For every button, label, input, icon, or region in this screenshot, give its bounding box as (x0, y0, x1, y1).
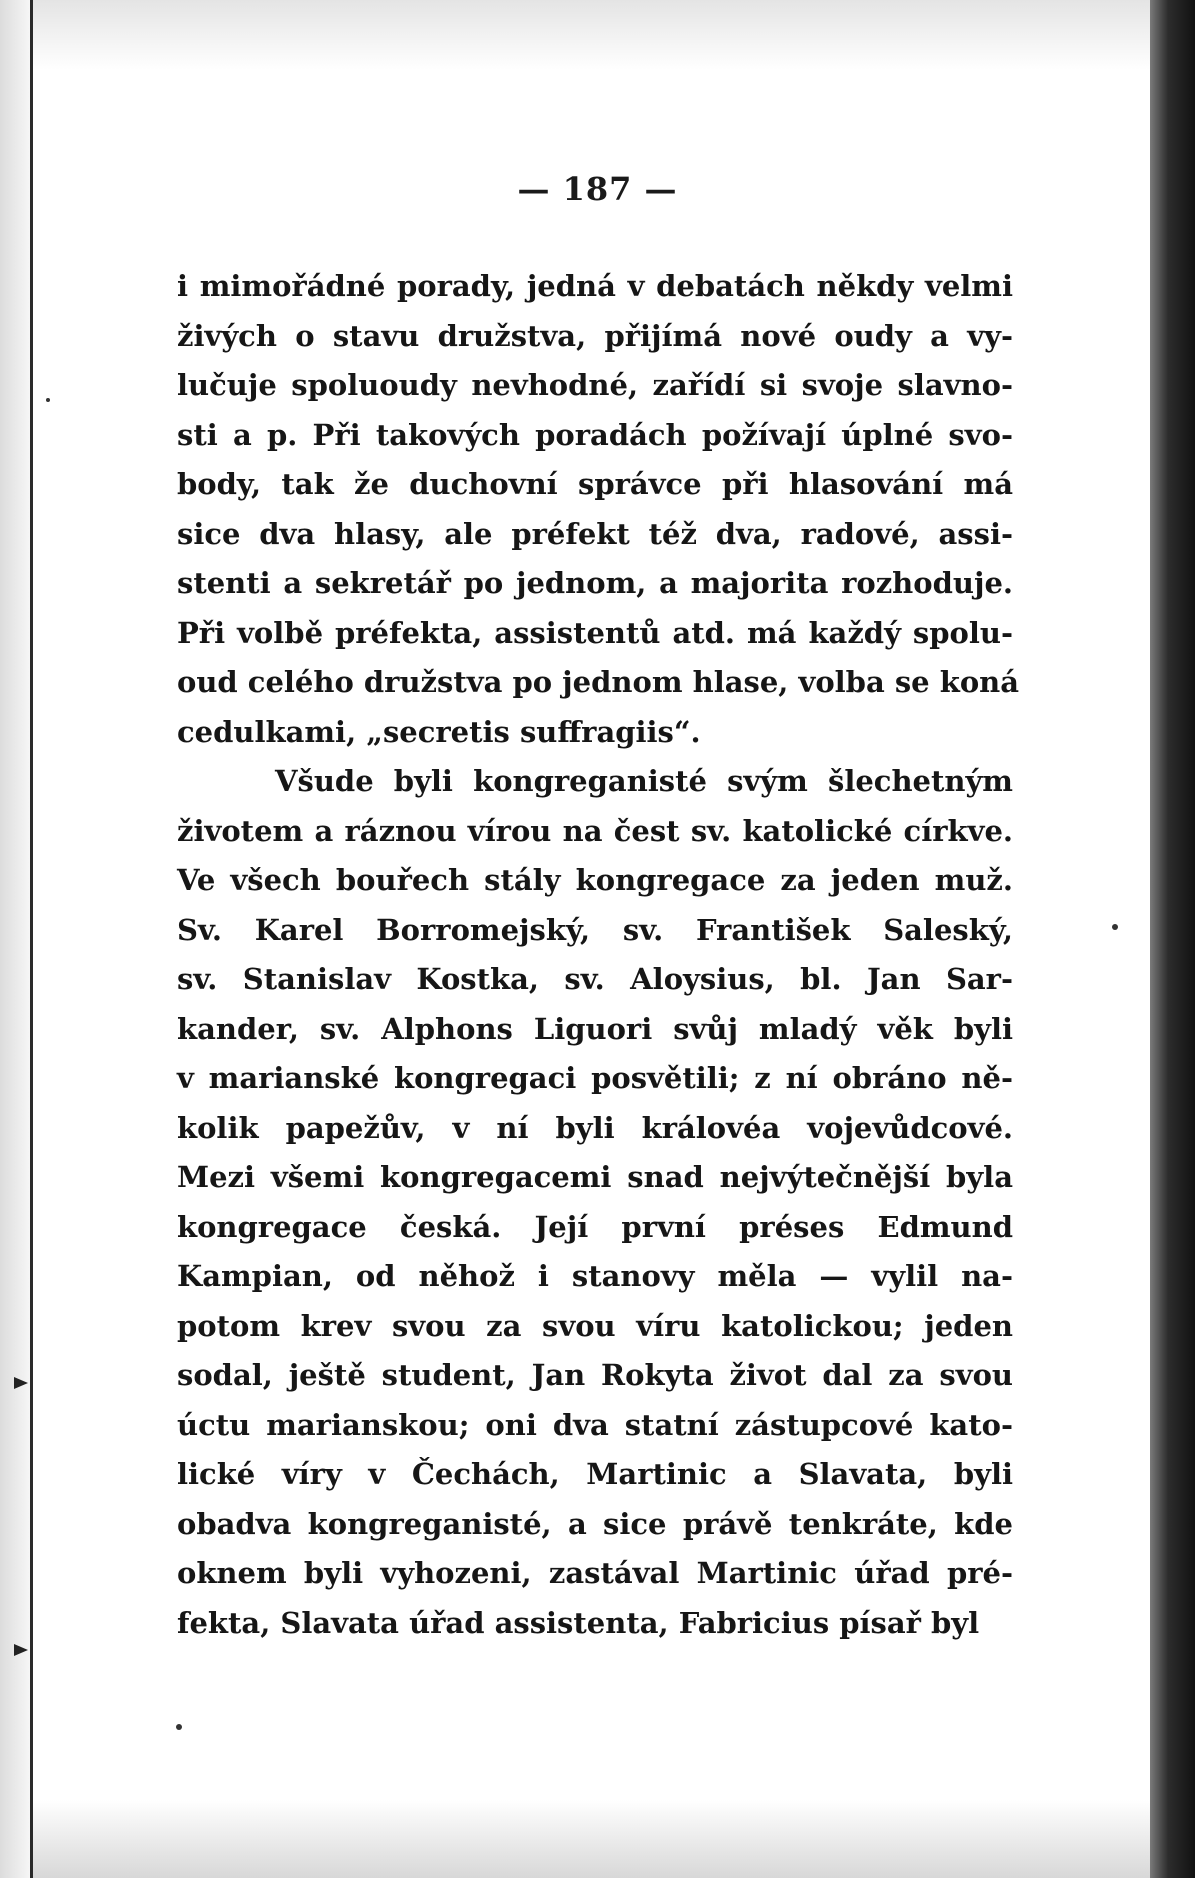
text-line: kongregace česká. Její první préses Edmund (177, 1209, 1013, 1244)
right-scan-edge (1150, 0, 1195, 1878)
binding-mark-icon (8, 1376, 28, 1390)
text-line: lické víry v Čechách, Martinic a Slavata, byli (177, 1457, 1013, 1491)
page-number: — 187 — (517, 170, 678, 208)
text-line: sice dva hlasy, ale préfekt též dva, radové, assi- (177, 516, 1013, 551)
text-line: obadva kongreganisté, a sice právě tenkráte, kde (177, 1506, 1013, 1541)
text-line: Mezi všemi kongregacemi snad nejvýtečnější byla (177, 1160, 1013, 1194)
text-line: oknem byli vyhozeni, zastával Martinic úřad pré- (177, 1556, 1013, 1590)
text-line: Sv. Karel Borromejský, sv. František Saleský, (177, 912, 1013, 947)
text-line: stenti a sekretář po jednom, a majorita rozhoduje. (177, 566, 1013, 600)
text-line: Při volbě préfekta, assistentů atd. má každý spolu- (177, 615, 1013, 650)
text-line: Ve všech bouřech stály kongregace za jeden muž. (177, 863, 1013, 897)
text-line: i mimořádné porady, jedná v debatách někdy velmi (177, 269, 1013, 303)
text-line: Všude byli kongreganisté svým šlechetným (275, 764, 1013, 798)
text-line: sti a p. Při takových poradách požívají úplné svo- (177, 417, 1013, 452)
top-scan-shadow (33, 0, 1150, 70)
text-line: potom krev svou za svou víru katolickou; jeden (177, 1308, 1013, 1343)
binding-shadow (0, 0, 30, 1878)
text-line: v marianské kongregaci posvětili; z ní obráno ně- (177, 1061, 1013, 1095)
text-line: živých o stavu družstva, přijímá nové oudy a vy- (177, 318, 1013, 353)
scan-speck (1112, 924, 1118, 930)
text-line: úctu marianskou; oni dva statní zástupcové kato- (177, 1407, 1013, 1442)
text-line: Kampian, od něhož i stanovy měla — vylil na- (177, 1259, 1013, 1293)
binding-edge-line (30, 0, 33, 1878)
paragraph (177, 262, 1020, 757)
binding-mark-icon (8, 1643, 28, 1657)
text-line: kolik papežův, v ní byli královéa vojevůdcové. (177, 1110, 1013, 1145)
scan-speck (176, 1724, 182, 1730)
text-line: sv. Stanislav Kostka, sv. Aloysius, bl. Jan Sar- (177, 962, 1013, 996)
text-line: fekta, Slavata úřad assistenta, Fabricius písař byl (177, 1605, 980, 1640)
text-line: oud celého družstva po jednom hlase, volba se koná (177, 665, 1020, 699)
text-line: kander, sv. Alphons Liguori svůj mladý věk byli (177, 1011, 1013, 1046)
bottom-scan-shadow (33, 1800, 1150, 1878)
body-text (177, 262, 1020, 1648)
text-line: cedulkami, „secretis suffragiis“. (177, 714, 701, 749)
text-line: sodal, ještě student, Jan Rokyta život dal za svou (177, 1358, 1013, 1392)
text-line: životem a ráznou vírou na čest sv. katolické církve. (177, 813, 1013, 848)
paragraph (177, 757, 1013, 1648)
text-line: lučuje spoluoudy nevhodné, zařídí si svoje slavno- (177, 368, 1013, 402)
text-line: body, tak že duchovní správce při hlasování má (177, 467, 1013, 501)
scan-speck (46, 398, 50, 402)
